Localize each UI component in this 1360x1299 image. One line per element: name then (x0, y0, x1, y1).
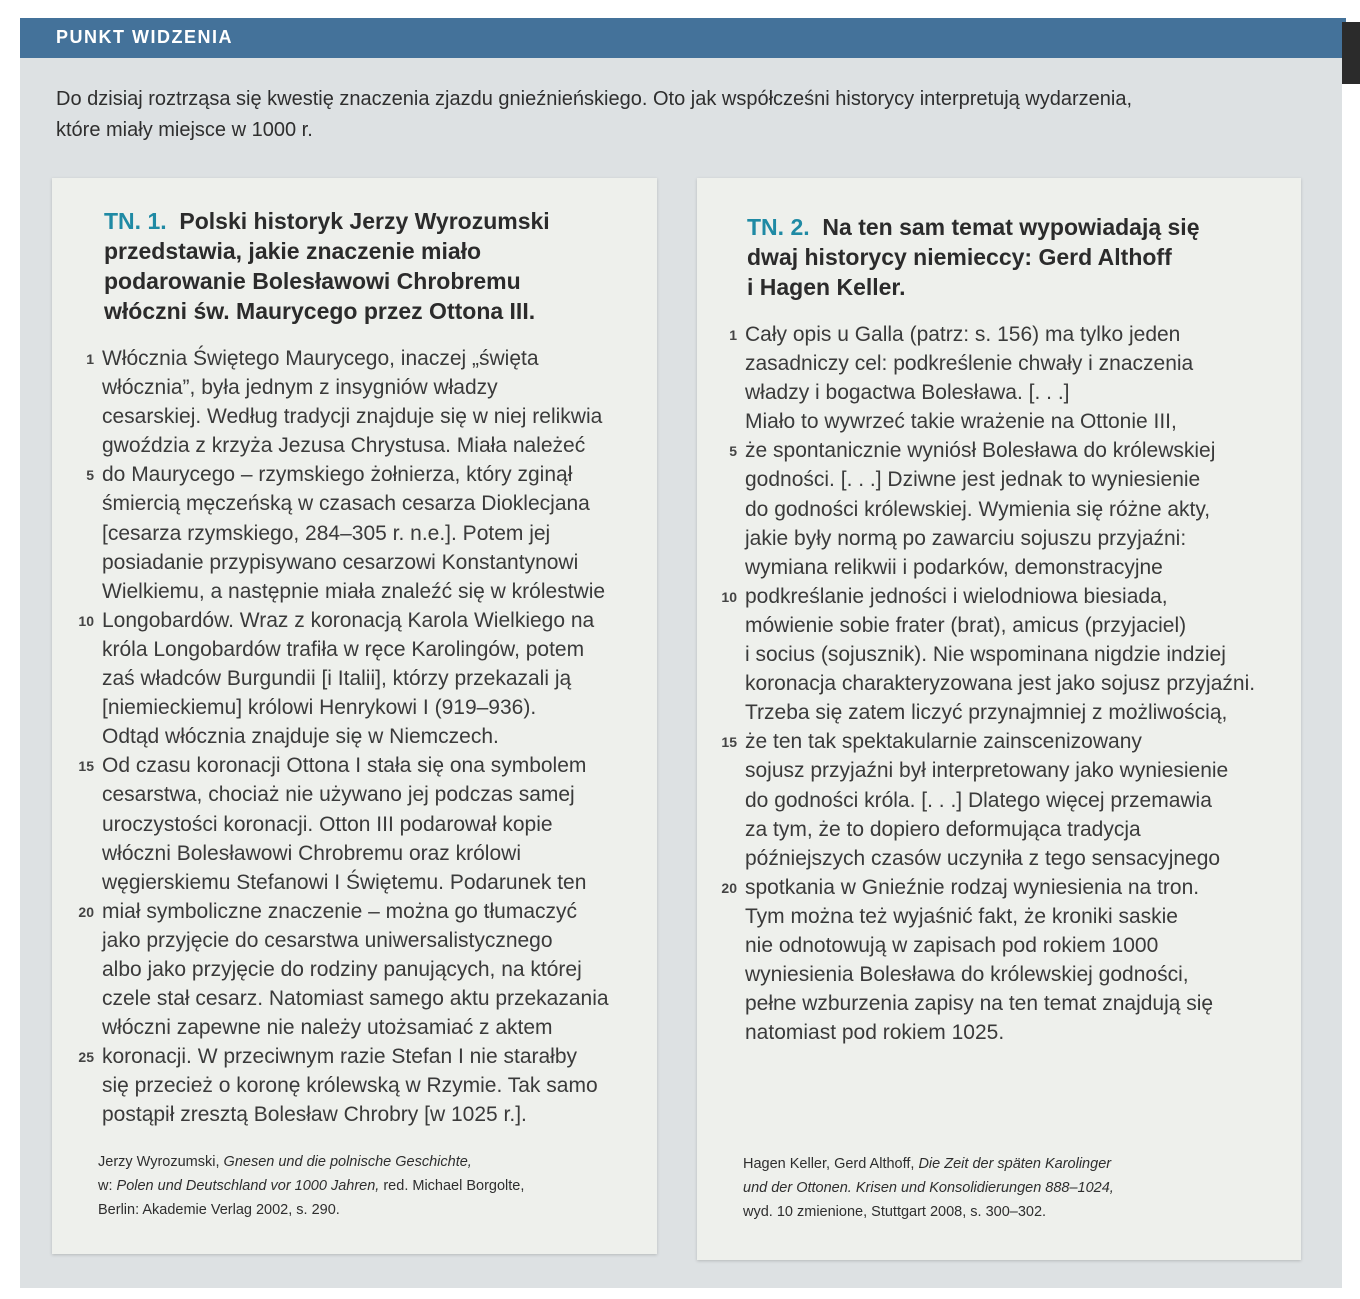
line-text: zasadniczy cel: podkreślenie chwały i znaczenia (745, 352, 1194, 376)
text-line (102, 810, 662, 839)
line-text: że spontanicznie wyniósł Bolesława do królewskiej (745, 439, 1216, 463)
title-line: podarowanie Bolesławowi Chrobremu (104, 268, 521, 294)
text-line (745, 611, 1305, 640)
line-text: do Maurycego – rzymskiego żołnierza, który zginął (102, 463, 573, 487)
citation-part: Die Zeit der späten Karolinger (918, 1156, 1112, 1172)
line-text: [niemieckiemu] królowi Henrykowi I (919–936). (102, 696, 537, 720)
source-card-1 (52, 178, 657, 1254)
line-text: gwoździa z krzyża Jezusa Chrystusa. Miała należeć (102, 434, 586, 458)
card-title (104, 206, 624, 326)
text-line (102, 519, 662, 548)
text-line (745, 698, 1305, 727)
text-line (102, 402, 662, 431)
line-text: śmiercią męczeńską w czasach cesarza Dioklecjana (102, 492, 590, 516)
line-text: władzy i bogactwa Bolesława. [. . .] (745, 381, 1070, 405)
citation-part: Jerzy Wyrozumski, (98, 1154, 224, 1170)
text-line (102, 780, 662, 809)
text-line (745, 553, 1305, 582)
text-line (745, 989, 1305, 1018)
text-line (102, 1071, 662, 1100)
tn-label: TN. 1. (104, 208, 167, 234)
text-line (721, 873, 1305, 902)
text-line (78, 751, 662, 780)
text-line (729, 320, 1305, 349)
section-header (20, 18, 1346, 58)
text-line (102, 693, 662, 722)
text-line (102, 839, 662, 868)
line-text: podkreślanie jedności i wielodniowa biesiada, (745, 584, 1168, 608)
text-line (745, 465, 1305, 494)
citation-part: Gnesen und die polnische Geschichte, (223, 1154, 472, 1170)
text-line (745, 407, 1305, 436)
line-text: do godności królewskiej. Wymienia się różne akty, (745, 497, 1211, 521)
line-text: króla Longobardów trafiła w ręce Karolingów, potem (102, 637, 585, 661)
line-text: do godności króla. [. . .] Dlatego więcej przemawia (745, 788, 1212, 812)
title-line: przedstawia, jakie znaczenie miało (104, 238, 482, 264)
source-text (721, 320, 1305, 1047)
line-text: posiadanie przypisywano cesarzowi Konstantynowi (102, 550, 579, 574)
text-line (102, 373, 662, 402)
line-number: 10 (78, 612, 94, 629)
line-text: Od czasu koronacji Ottona I stała się ona symbolem (102, 754, 587, 778)
line-text: [cesarza rzymskiego, 284–305 r. n.e.]. Potem jej (102, 521, 551, 545)
line-text: się przecież o koronę królewską w Rzymie. Tak samo (102, 1074, 598, 1098)
title-line: dwaj historycy niemieccy: Gerd Althoff (747, 244, 1172, 270)
line-text: pełne wzburzenia zapisy na ten temat znajdują się (745, 992, 1214, 1016)
line-text: późniejszych czasów uczyniła z tego sensacyjnego (745, 846, 1221, 870)
line-text: węgierskiemu Stefanowi I Świętemu. Podarunek ten (102, 870, 587, 894)
text-line (745, 495, 1305, 524)
section-header-label: PUNKT WIDZENIA (56, 27, 233, 47)
line-text: cesarskiej. Według tradycji znajduje się w niej relikwia (102, 405, 603, 429)
citation-part: und der Ottonen. Krisen und Konsolidierungen 888–1024, (743, 1180, 1114, 1196)
line-number: 25 (78, 1049, 94, 1066)
line-text: nie odnotowują w zapisach pod rokiem 1000 (745, 933, 1159, 957)
line-text: zaś władców Burgundii [i Italii], którzy przekazali ją (102, 667, 572, 691)
text-line (102, 548, 662, 577)
citation-part: Hagen Keller, Gerd Althoff, (743, 1156, 919, 1172)
text-line (745, 349, 1305, 378)
line-number: 10 (721, 588, 737, 605)
text-line (745, 756, 1305, 785)
line-text: godności. [. . .] Dziwne jest jednak to wyniesienie (745, 468, 1201, 492)
line-text: Miało to wywrzeć takie wrażenie na Ottonie III, (745, 410, 1177, 434)
line-number: 20 (721, 879, 737, 896)
line-text: Wielkiemu, a następnie miała znaleźć się w królestwie (102, 579, 606, 603)
line-text: wyniesienia Bolesława do królewskiej godności, (745, 963, 1189, 987)
line-text: koronacji. W przeciwnym razie Stefan I nie starałby (102, 1045, 578, 1069)
title-line: włóczni św. Maurycego przez Ottona III. (104, 298, 536, 324)
text-line (745, 844, 1305, 873)
text-line (78, 606, 662, 635)
line-text: postąpił zresztą Bolesław Chrobry [w 1025 r.]. (102, 1103, 527, 1127)
line-text: Odtąd włócznia znajduje się w Niemczech. (102, 725, 499, 749)
line-text: mówienie sobie frater (brat), amicus (przyjaciel) (745, 613, 1187, 637)
line-text: cesarstwa, chociaż nie używano jej podczas samej (102, 783, 575, 807)
title-line: Na ten sam temat wypowiadają się (822, 214, 1200, 240)
line-number: 1 (86, 351, 94, 367)
text-line (745, 669, 1305, 698)
line-number: 15 (78, 758, 94, 775)
text-line (721, 582, 1305, 611)
title-line: i Hagen Keller. (747, 274, 906, 300)
text-line (729, 436, 1305, 465)
citation-part: w: (98, 1178, 117, 1194)
text-line (745, 931, 1305, 960)
citation-part: wyd. 10 zmienione, Stuttgart 2008, s. 300–302. (743, 1204, 1047, 1220)
citation (743, 1152, 1283, 1224)
citation-part: red. Michael Borgolte, (379, 1178, 525, 1194)
text-line (86, 344, 662, 373)
text-line (745, 524, 1305, 553)
citation-part: Polen und Deutschland vor 1000 Jahren, (116, 1178, 380, 1194)
text-line (102, 955, 662, 984)
line-text: albo jako przyjęcie do rodziny panujących, na której (102, 957, 582, 981)
line-text: Włócznia Świętego Maurycego, inaczej „święta (102, 347, 539, 370)
line-text: Tym można też wyjaśnić fakt, że kroniki saskie (745, 904, 1178, 928)
text-line (745, 815, 1305, 844)
tn-label: TN. 2. (747, 214, 810, 240)
text-line (78, 897, 662, 926)
line-text: Cały opis u Galla (patrz: s. 156) ma tylko jeden (745, 323, 1181, 346)
line-text: i socius (sojusznik). Nie wspominana nigdzie indziej (745, 643, 1226, 667)
line-text: że ten tak spektakularnie zainscenizowany (745, 730, 1142, 754)
text-line (745, 786, 1305, 815)
intro-line: Do dzisiaj roztrząsa się kwestię znaczenia zjazdu gnieźnieńskiego. Oto jak współcześni historycy interpretują wydarzenia, (56, 88, 1133, 110)
line-text: włóczni zapewne nie należy utożsamiać z aktem (102, 1016, 553, 1040)
text-line (102, 926, 662, 955)
text-line (86, 460, 662, 489)
text-line (102, 868, 662, 897)
line-text: czele stał cesarz. Natomiast samego aktu przekazania (102, 987, 609, 1011)
text-line (745, 1018, 1305, 1047)
line-number: 15 (721, 734, 737, 751)
text-line (102, 984, 662, 1013)
line-text: włóczni Bolesławowi Chrobremu oraz królowi (102, 841, 521, 865)
line-number: 5 (86, 467, 94, 484)
line-text: włócznia”, była jednym z insygniów władzy (102, 376, 498, 400)
line-text: spotkania w Gnieźnie rodzaj wyniesienia na tron. (745, 875, 1200, 899)
card-title (747, 212, 1267, 302)
citation (98, 1150, 638, 1222)
line-text: Trzeba się zatem liczyć przynajmniej z możliwością, (745, 701, 1228, 725)
text-line (102, 431, 662, 460)
line-text: jako przyjęcie do cesarstwa uniwersalistycznego (102, 928, 553, 952)
corner-tab (1342, 22, 1360, 84)
line-text: miał symboliczne znaczenie – można go tłumaczyć (102, 899, 578, 923)
text-line (102, 577, 662, 606)
line-text: koronacja charakteryzowana jest jako sojusz przyjaźni. (745, 672, 1256, 696)
line-text: wymiana relikwii i podarków, demonstracyjne (745, 555, 1163, 579)
text-line (745, 902, 1305, 931)
text-line (102, 1013, 662, 1042)
line-number: 1 (729, 327, 737, 343)
line-number: 20 (78, 903, 94, 920)
intro-text (56, 84, 1326, 146)
text-line (102, 1100, 662, 1129)
line-text: Longobardów. Wraz z koronacją Karola Wielkiego na (102, 608, 595, 632)
line-text: uroczystości koronacji. Otton III podarował kopie (102, 812, 553, 836)
citation-part: Berlin: Akademie Verlag 2002, s. 290. (98, 1202, 340, 1218)
text-line (745, 378, 1305, 407)
text-line (102, 664, 662, 693)
line-text: natomiast pod rokiem 1025. (745, 1021, 1005, 1045)
text-line (102, 722, 662, 751)
text-line (721, 727, 1305, 756)
line-text: za tym, że to dopiero deformująca tradycja (745, 817, 1141, 841)
intro-line: które miały miejsce w 1000 r. (56, 119, 313, 141)
line-text: jakie były normą po zawarciu sojuszu przyjaźni: (745, 526, 1187, 550)
text-line (78, 1042, 662, 1071)
text-line (102, 635, 662, 664)
line-text: sojusz przyjaźni był interpretowany jako wyniesienie (745, 759, 1229, 783)
line-number: 5 (729, 443, 737, 460)
title-line: Polski historyk Jerzy Wyrozumski (179, 208, 550, 234)
source-card-2 (697, 178, 1301, 1260)
text-line (745, 640, 1305, 669)
text-line (745, 960, 1305, 989)
text-line (102, 489, 662, 518)
source-text (78, 344, 662, 1130)
